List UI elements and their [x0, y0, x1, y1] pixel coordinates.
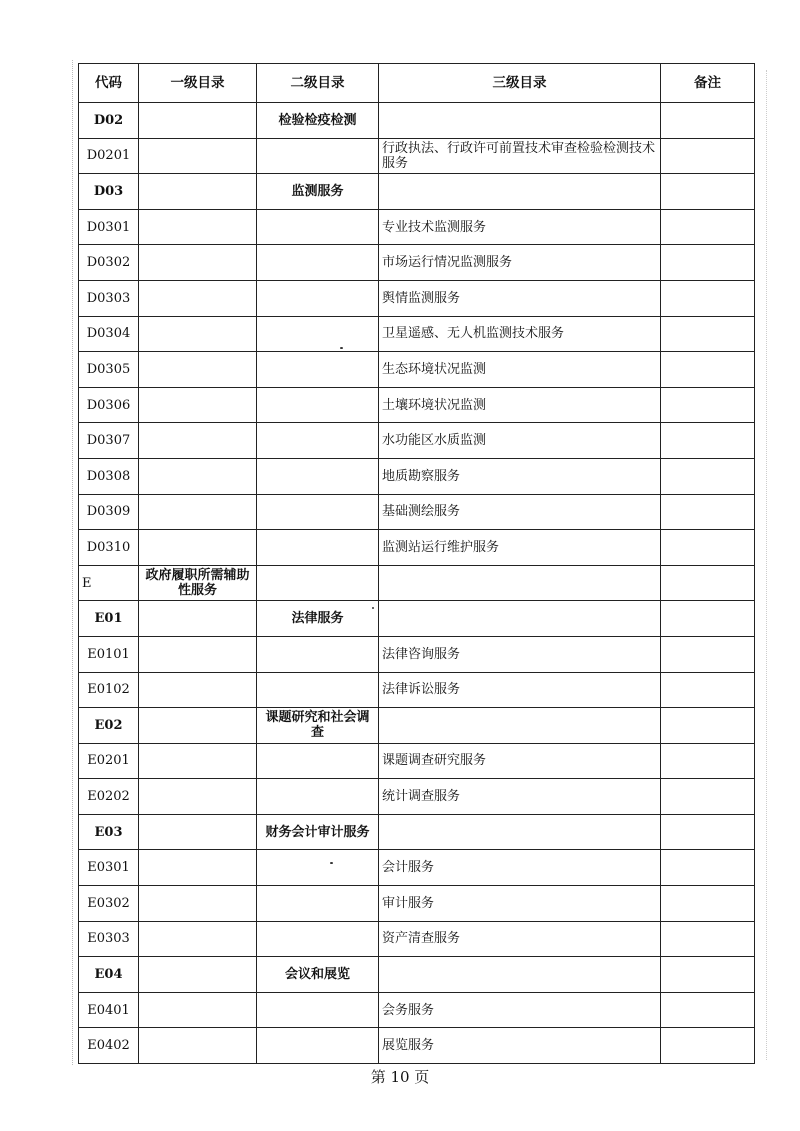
row-level1 — [139, 779, 257, 815]
row-code: D0302 — [79, 245, 139, 281]
table-row — [79, 103, 755, 139]
row-level2 — [257, 850, 379, 886]
table-row — [79, 352, 755, 388]
row-remarks — [661, 921, 755, 957]
row-level2: 会议和展览 — [257, 957, 379, 993]
table-row — [79, 245, 755, 281]
row-level1 — [139, 886, 257, 922]
table-row — [79, 1028, 755, 1064]
row-level1 — [139, 850, 257, 886]
row-level1 — [139, 992, 257, 1028]
row-level3: 统计调查服务 — [379, 779, 661, 815]
row-level2 — [257, 494, 379, 530]
row-remarks — [661, 458, 755, 494]
row-level2 — [257, 672, 379, 708]
row-remarks — [661, 387, 755, 423]
scan-speck — [372, 607, 374, 609]
row-level3 — [379, 174, 661, 210]
row-remarks — [661, 530, 755, 566]
header-level3: 三级目录 — [379, 64, 661, 103]
header-row — [79, 64, 755, 103]
row-level3: 行政执法、行政许可前置技术审查检验检测技术服务 — [379, 138, 661, 174]
row-remarks — [661, 423, 755, 459]
table-row — [79, 458, 755, 494]
row-level2 — [257, 352, 379, 388]
row-level3: 展览服务 — [379, 1028, 661, 1064]
row-code: E0302 — [79, 886, 139, 922]
table-row — [79, 280, 755, 316]
row-code: D0305 — [79, 352, 139, 388]
row-level3: 水功能区水质监测 — [379, 423, 661, 459]
row-level3: 会务服务 — [379, 992, 661, 1028]
row-level2: 监测服务 — [257, 174, 379, 210]
row-remarks — [661, 565, 755, 601]
row-level1 — [139, 352, 257, 388]
row-level2 — [257, 743, 379, 779]
row-level1 — [139, 138, 257, 174]
header-level1: 一级目录 — [139, 64, 257, 103]
table-row — [79, 636, 755, 672]
table-row — [79, 209, 755, 245]
row-level3 — [379, 957, 661, 993]
table-row — [79, 850, 755, 886]
table-row — [79, 921, 755, 957]
table-row — [79, 530, 755, 566]
row-level3: 地质勘察服务 — [379, 458, 661, 494]
row-code: E02 — [79, 708, 139, 744]
row-level2 — [257, 316, 379, 352]
table-row — [79, 708, 755, 744]
row-level2 — [257, 886, 379, 922]
row-remarks — [661, 636, 755, 672]
row-remarks — [661, 814, 755, 850]
row-code: E0402 — [79, 1028, 139, 1064]
row-level1 — [139, 814, 257, 850]
row-code: D0306 — [79, 387, 139, 423]
row-remarks — [661, 103, 755, 139]
row-code: E0202 — [79, 779, 139, 815]
row-code: E0101 — [79, 636, 139, 672]
table-row — [79, 886, 755, 922]
row-code: D0309 — [79, 494, 139, 530]
page-number: 第 10 页 — [370, 1068, 430, 1086]
row-level2 — [257, 245, 379, 281]
row-remarks — [661, 992, 755, 1028]
row-code: E04 — [79, 957, 139, 993]
row-level3: 资产清查服务 — [379, 921, 661, 957]
row-level3 — [379, 565, 661, 601]
row-code: E0303 — [79, 921, 139, 957]
row-remarks — [661, 352, 755, 388]
scan-speck — [330, 862, 333, 864]
row-level3: 专业技术监测服务 — [379, 209, 661, 245]
row-remarks — [661, 280, 755, 316]
table-row — [79, 601, 755, 637]
row-level1 — [139, 708, 257, 744]
row-level2 — [257, 458, 379, 494]
row-level2 — [257, 423, 379, 459]
row-level2 — [257, 209, 379, 245]
row-remarks — [661, 138, 755, 174]
row-code: D0201 — [79, 138, 139, 174]
table-row — [79, 494, 755, 530]
row-level1 — [139, 601, 257, 637]
table-row — [79, 779, 755, 815]
row-code: E01 — [79, 601, 139, 637]
row-code: D0307 — [79, 423, 139, 459]
header-code: 代码 — [79, 64, 139, 103]
header-remarks: 备注 — [661, 64, 755, 103]
row-code: E0401 — [79, 992, 139, 1028]
row-level3: 市场运行情况监测服务 — [379, 245, 661, 281]
row-level3: 审计服务 — [379, 886, 661, 922]
left-margin-guide — [72, 60, 73, 1065]
row-level2 — [257, 387, 379, 423]
row-level1 — [139, 530, 257, 566]
row-level3 — [379, 103, 661, 139]
row-level1 — [139, 1028, 257, 1064]
table-row — [79, 174, 755, 210]
row-level1 — [139, 636, 257, 672]
row-remarks — [661, 245, 755, 281]
row-level2 — [257, 565, 379, 601]
row-level1 — [139, 494, 257, 530]
table-row — [79, 814, 755, 850]
right-margin-guide — [766, 70, 767, 1060]
table-row — [79, 316, 755, 352]
table-row — [79, 387, 755, 423]
row-code: E0301 — [79, 850, 139, 886]
row-level1: 政府履职所需辅助性服务 — [139, 565, 257, 601]
row-remarks — [661, 850, 755, 886]
table-row — [79, 565, 755, 601]
table-row — [79, 672, 755, 708]
row-level1 — [139, 743, 257, 779]
row-code: D0308 — [79, 458, 139, 494]
row-level1 — [139, 957, 257, 993]
row-level2 — [257, 280, 379, 316]
row-remarks — [661, 316, 755, 352]
row-level2: 法律服务 — [257, 601, 379, 637]
row-remarks — [661, 494, 755, 530]
row-code: D03 — [79, 174, 139, 210]
scan-speck — [340, 347, 343, 349]
row-level1 — [139, 672, 257, 708]
row-level3: 卫星遥感、无人机监测技术服务 — [379, 316, 661, 352]
table-row — [79, 743, 755, 779]
row-level3 — [379, 601, 661, 637]
row-code: D0301 — [79, 209, 139, 245]
row-level2 — [257, 992, 379, 1028]
row-level2 — [257, 636, 379, 672]
row-remarks — [661, 743, 755, 779]
row-level3: 土壤环境状况监测 — [379, 387, 661, 423]
row-remarks — [661, 672, 755, 708]
row-level3: 生态环境状况监测 — [379, 352, 661, 388]
table-row — [79, 957, 755, 993]
table-row — [79, 992, 755, 1028]
row-remarks — [661, 779, 755, 815]
table-row — [79, 423, 755, 459]
row-level2: 检验检疫检测 — [257, 103, 379, 139]
row-remarks — [661, 601, 755, 637]
row-level1 — [139, 387, 257, 423]
row-level2 — [257, 921, 379, 957]
row-level1 — [139, 316, 257, 352]
row-level1 — [139, 209, 257, 245]
row-level2 — [257, 1028, 379, 1064]
row-code: E03 — [79, 814, 139, 850]
catalog-table — [78, 63, 755, 1064]
row-level2 — [257, 779, 379, 815]
row-level1 — [139, 280, 257, 316]
row-level1 — [139, 423, 257, 459]
row-remarks — [661, 886, 755, 922]
row-level3: 舆情监测服务 — [379, 280, 661, 316]
row-remarks — [661, 174, 755, 210]
row-remarks — [661, 708, 755, 744]
row-code: D0304 — [79, 316, 139, 352]
row-level3: 法律咨询服务 — [379, 636, 661, 672]
row-code: D0310 — [79, 530, 139, 566]
row-level2: 财务会计审计服务 — [257, 814, 379, 850]
row-level1 — [139, 458, 257, 494]
row-level3 — [379, 708, 661, 744]
row-level1 — [139, 103, 257, 139]
row-remarks — [661, 1028, 755, 1064]
row-code: E0201 — [79, 743, 139, 779]
row-level2 — [257, 138, 379, 174]
row-level3: 基础测绘服务 — [379, 494, 661, 530]
row-code: D02 — [79, 103, 139, 139]
row-remarks — [661, 957, 755, 993]
row-code: D0303 — [79, 280, 139, 316]
row-code: E — [79, 565, 139, 601]
row-level2 — [257, 530, 379, 566]
row-level3: 会计服务 — [379, 850, 661, 886]
row-level3: 监测站运行维护服务 — [379, 530, 661, 566]
row-level3: 课题调查研究服务 — [379, 743, 661, 779]
row-remarks — [661, 209, 755, 245]
header-level2: 二级目录 — [257, 64, 379, 103]
row-level3 — [379, 814, 661, 850]
row-level3: 法律诉讼服务 — [379, 672, 661, 708]
table-row — [79, 138, 755, 174]
row-level2: 课题研究和社会调查 — [257, 708, 379, 744]
row-code: E0102 — [79, 672, 139, 708]
row-level1 — [139, 174, 257, 210]
row-level1 — [139, 921, 257, 957]
row-level1 — [139, 245, 257, 281]
